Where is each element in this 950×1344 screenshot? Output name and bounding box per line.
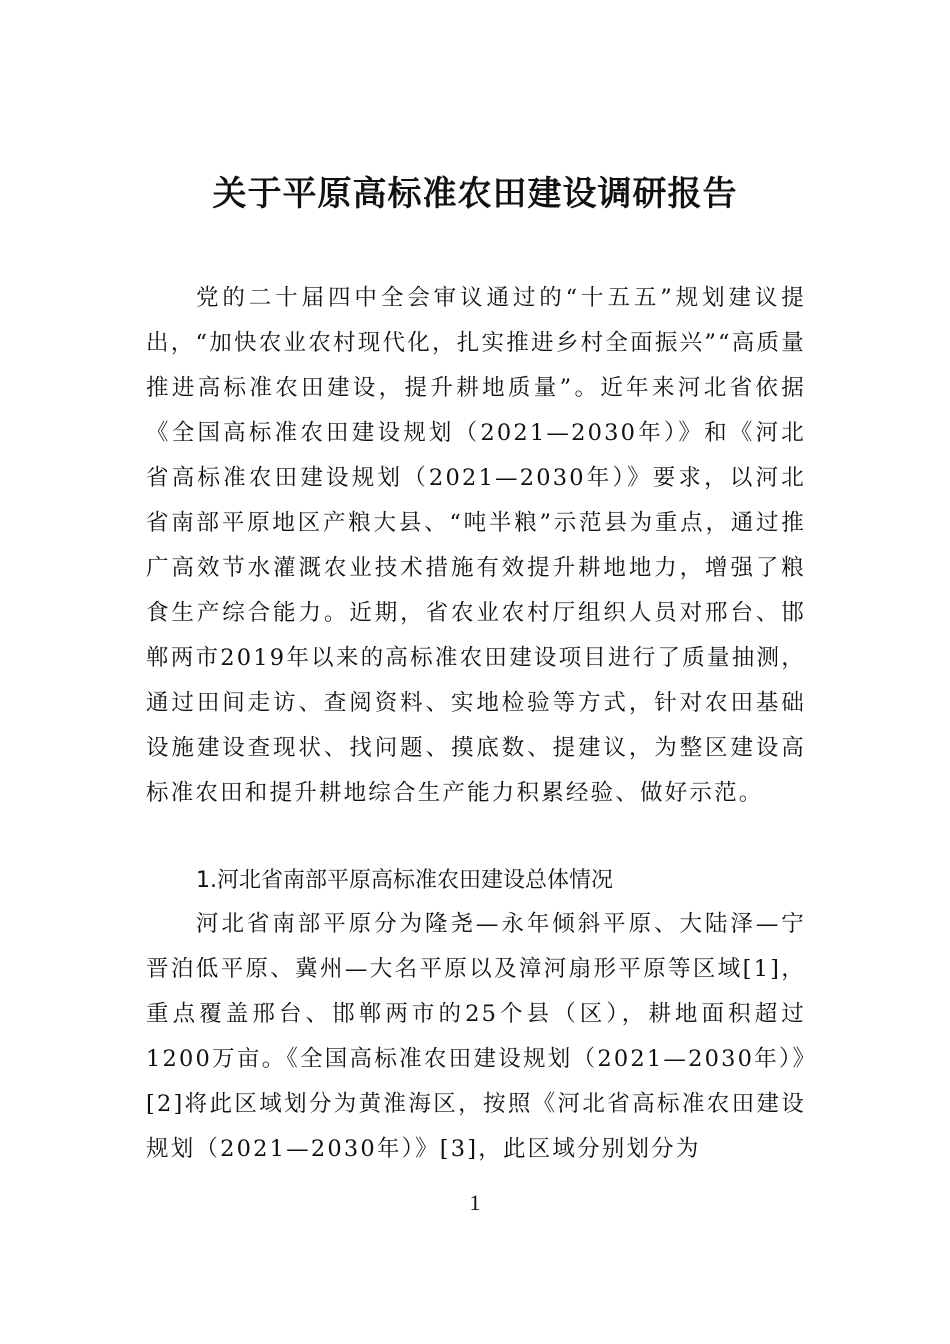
section-heading: 1.河北省南部平原高标准农田建设总体情况: [196, 868, 613, 893]
document-title: 关于平原高标准农田建设调研报告: [212, 174, 738, 214]
body-paragraph: 河北省南部平原分为隆尧—永年倾斜平原、大陆泽—宁晋泊低平原、冀州—大名平原以及漳河扇形平原等区域[1]，重点覆盖邢台、邯郸两市的25个县（区），耕地面积超过1200万亩。《全国高标准农田建设规划（2021—2030年）》[2]将此区域划分为黄淮海区，按照《河北省高标准农田建设规划（2021—2030年）》[3]，此区域分别划分为: [146, 911, 806, 1162]
page-number: 1: [469, 1190, 481, 1215]
intro-paragraph: 党的二十届四中全会审议通过的“十五五”规划建议提出，“加快农业农村现代化，扎实推进乡村全面振兴”“高质量推进高标准农田建设，提升耕地质量”。近年来河北省依据《全国高标准农田建设规划（2021—2030年）》和《河北省高标准农田建设规划（2021—2030年）》要求，以河北省南部平原地区产粮大县、“吨半粮”示范县为重点，通过推广高效节水灌溉农业技术措施有效提升耕地地力，增强了粮食生产综合能力。近期，省农业农村厅组织人员对邢台、邯郸两市2019年以来的高标准农田建设项目进行了质量抽测，通过田间走访、查阅资料、实地检验等方式，针对农田基础设施建设查现状、找问题、摸底数、提建议，为整区建设高标准农田和提升耕地综合生产能力积累经验、做好示范。: [146, 285, 806, 806]
